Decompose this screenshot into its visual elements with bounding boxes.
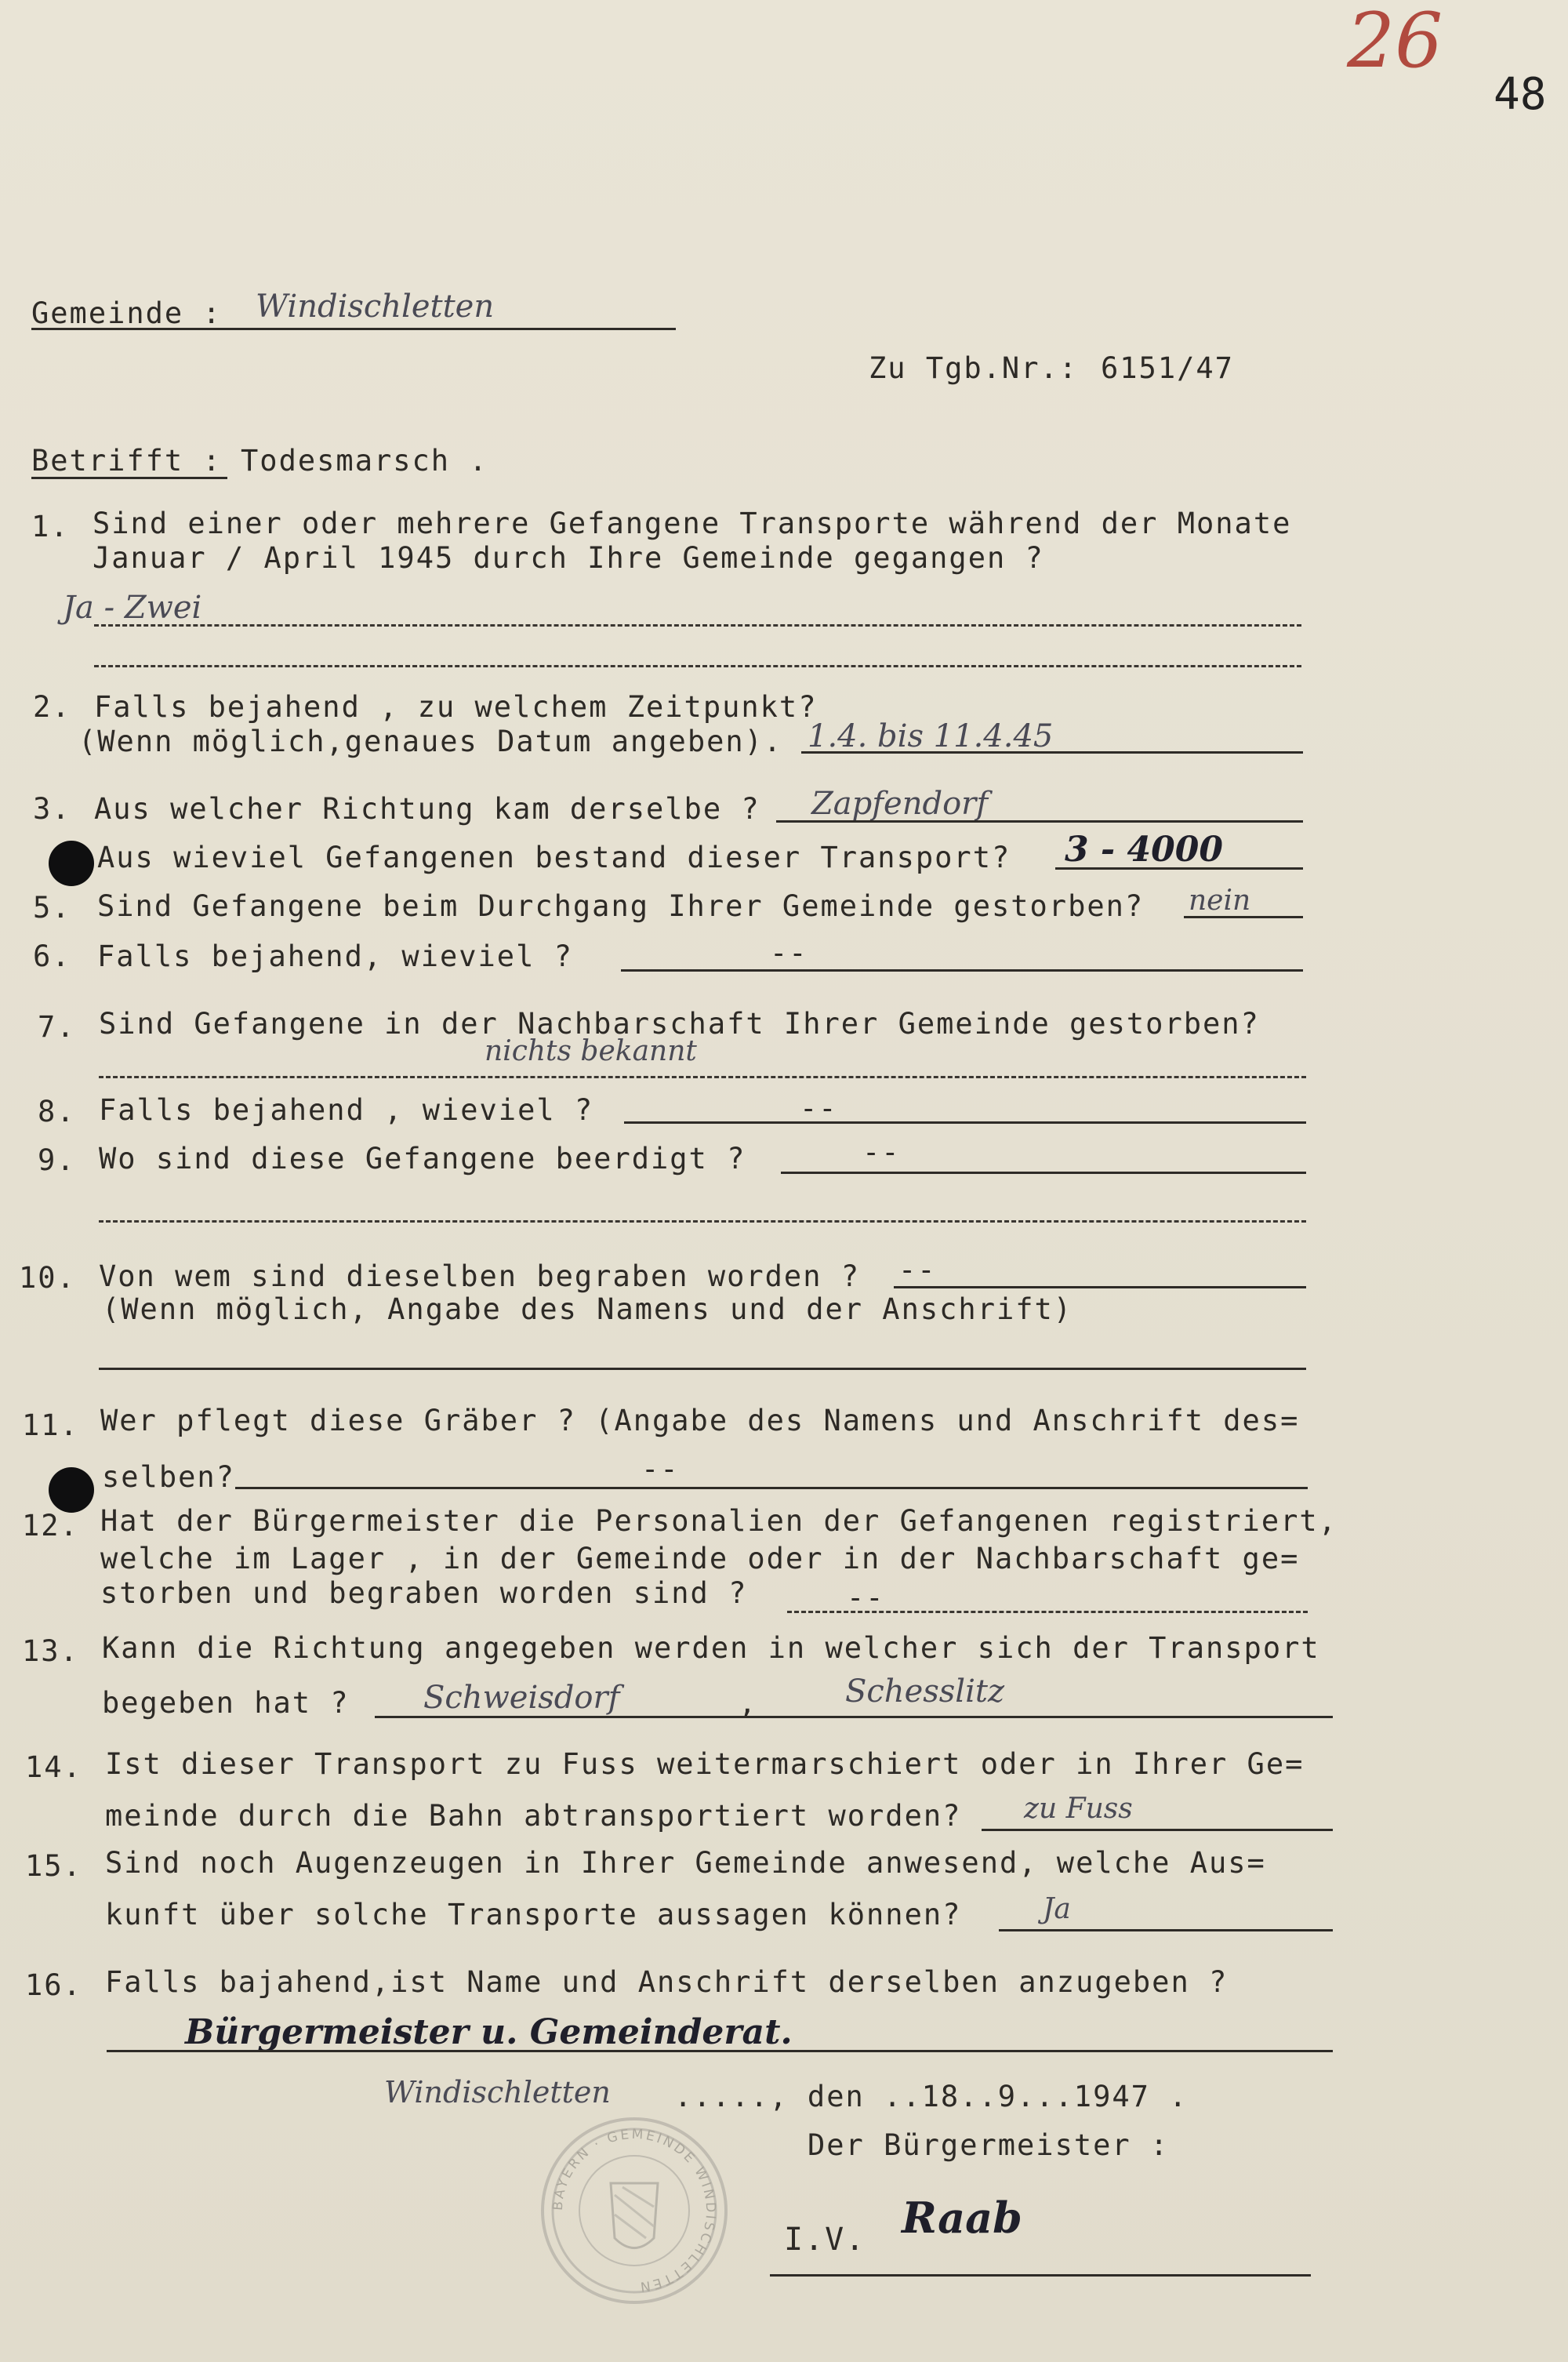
svg-text:BAYERN · GEMEINDE WINDISCHLETT: BAYERN · GEMEINDE WINDISCHLETTEN (550, 2126, 719, 2295)
gemeinde-underline (31, 328, 676, 330)
tgb-label: Zu Tgb.Nr.: (869, 351, 1079, 385)
q10-number: 10. (19, 1261, 76, 1295)
q11-text-line1: Wer pflegt diese Gräber ? (Angabe des Namens und Anschrift des= (100, 1404, 1300, 1437)
q10-answer-line-2 (99, 1368, 1306, 1370)
q6-text: Falls bejahend, wieviel ? (97, 939, 573, 973)
q8-text: Falls bejahend , wieviel ? (99, 1093, 594, 1127)
q15-text-line1: Sind noch Augenzeugen in Ihrer Gemeinde anwesend, welche Aus= (105, 1846, 1266, 1880)
q15-number: 15. (25, 1849, 82, 1883)
q13-number: 13. (22, 1634, 79, 1668)
q11-answer-line (235, 1487, 1308, 1489)
footer-signature: Raab (902, 2193, 1022, 2243)
q15-text-line2: kunft über solche Transporte aussagen können? (105, 1898, 962, 1931)
q4-answer-line (1055, 867, 1303, 870)
q9-answer: -- (862, 1136, 901, 1169)
signature-line (770, 2274, 1311, 2277)
q7-text: Sind Gefangene in der Nachbarschaft Ihrer Gemeinde gestorben? (99, 1007, 1260, 1041)
q13-text-line1: Kann die Richtung angegeben werden in welcher sich der Transport (102, 1631, 1320, 1665)
q5-answer-line (1184, 916, 1303, 918)
q2-text-line1: Falls bejahend , zu welchem Zeitpunkt? (94, 690, 818, 724)
q5-number: 5. (33, 891, 71, 925)
q13-answer-a: Schweisdorf (423, 1680, 620, 1716)
footer-iv: I.V. (784, 2222, 866, 2258)
gemeinde-label: Gemeinde : (31, 296, 222, 330)
q14-answer: zu Fuss (1024, 1793, 1133, 1825)
footer-mayor-title: Der Bürgermeister : (808, 2128, 1170, 2162)
q6-answer: -- (770, 936, 808, 970)
q8-answer-line (624, 1121, 1306, 1124)
q12-text-line2: welche im Lager , in der Gemeinde oder in der Nachbarschaft ge= (100, 1542, 1300, 1575)
q5-answer: nein (1189, 885, 1251, 917)
q6-answer-line (621, 969, 1303, 972)
q11-text-line2: selben? (102, 1460, 235, 1494)
q12-text-line3: storben und begraben worden sind ? (100, 1576, 748, 1610)
q9-answer-line (781, 1172, 1306, 1174)
q12-answer-line (787, 1611, 1308, 1613)
q13-separator: , (739, 1686, 758, 1720)
q16-answer: Bürgermeister u. Gemeinderat. (185, 2012, 793, 2052)
q9-answer-line-2 (99, 1220, 1306, 1223)
punch-hole (49, 1467, 94, 1513)
archive-number-red: 26 (1347, 0, 1443, 85)
q16-answer-line (107, 2050, 1333, 2052)
q2-answer: 1.4. bis 11.4.45 (808, 718, 1054, 754)
q7-answer: nichts bekannt (485, 1035, 697, 1067)
q7-answer-line (99, 1076, 1306, 1078)
q1-answer-line (94, 624, 1301, 627)
q14-answer-line (982, 1829, 1333, 1831)
q1-answer-line-2 (94, 665, 1301, 667)
q3-text: Aus welcher Richtung kam derselbe ? (94, 792, 760, 826)
q3-answer: Zapfendorf (811, 786, 989, 822)
q7-number: 7. (38, 1010, 76, 1044)
q4-answer: 3 - 4000 (1065, 830, 1223, 870)
q14-text-line1: Ist dieser Transport zu Fuss weitermarschiert oder in Ihrer Ge= (105, 1747, 1305, 1781)
q3-answer-line (776, 820, 1303, 823)
q15-answer-line (999, 1929, 1333, 1931)
q13-answer-line (375, 1716, 1333, 1718)
q2-number: 2. (33, 690, 71, 724)
q11-answer: -- (641, 1452, 680, 1486)
q16-number: 16. (25, 1968, 82, 2002)
footer-date: ....., den ..18..9...1947 . (674, 2080, 1189, 2113)
q9-text: Wo sind diese Gefangene beerdigt ? (99, 1142, 746, 1176)
q5-text: Sind Gefangene beim Durchgang Ihrer Gemeinde gestorben? (97, 889, 1145, 923)
q9-number: 9. (38, 1143, 76, 1177)
q13-answer-b: Schesslitz (845, 1673, 1005, 1710)
tgb-value: 6151/47 (1101, 351, 1234, 385)
page-number: 48 (1494, 69, 1547, 120)
q1-text-line1: Sind einer oder mehrere Gefangene Transporte während der Monate (93, 507, 1292, 540)
q16-text: Falls bajahend,ist Name und Anschrift derselben anzugeben ? (105, 1965, 1229, 1999)
q12-answer: -- (847, 1581, 885, 1615)
q6-number: 6. (33, 939, 71, 973)
betrifft-underline (31, 477, 227, 479)
footer-place: Windischletten (384, 2075, 611, 2109)
q1-text-line2: Januar / April 1945 durch Ihre Gemeinde gegangen ? (93, 541, 1044, 575)
q4-number (33, 841, 71, 875)
q14-number: 14. (25, 1750, 82, 1784)
q2-answer-line (801, 751, 1303, 754)
q3-number: 3. (33, 792, 71, 826)
q8-number: 8. (38, 1095, 76, 1128)
betrifft-line: Betrifft : Todesmarsch . (31, 444, 488, 478)
q10-answer: -- (898, 1253, 937, 1287)
q12-number: 12. (22, 1509, 79, 1543)
q13-text-line2: begeben hat ? (102, 1686, 350, 1720)
q1-answer: Ja - Zwei (63, 590, 202, 626)
q8-answer: -- (800, 1092, 838, 1125)
q2-text-line2: (Wenn möglich,genaues Datum angeben). (78, 725, 783, 758)
q10-text-line1: Von wem sind dieselben begraben worden ? (99, 1259, 861, 1293)
q4-text: Aus wieviel Gefangenen bestand dieser Transport? (97, 841, 1011, 874)
q12-text-line1: Hat der Bürgermeister die Personalien der Gefangenen registriert, (100, 1504, 1338, 1538)
official-stamp (541, 2117, 728, 2304)
q10-text-line2: (Wenn möglich, Angabe des Namens und der Anschrift) (102, 1292, 1073, 1326)
q14-text-line2: meinde durch die Bahn abtransportiert worden? (105, 1799, 962, 1833)
q10-answer-line (894, 1286, 1306, 1288)
q1-number: 1. (31, 510, 70, 543)
q15-answer: Ja (1043, 1893, 1071, 1925)
q11-number: 11. (22, 1408, 79, 1442)
gemeinde-value: Windischletten (256, 289, 495, 325)
